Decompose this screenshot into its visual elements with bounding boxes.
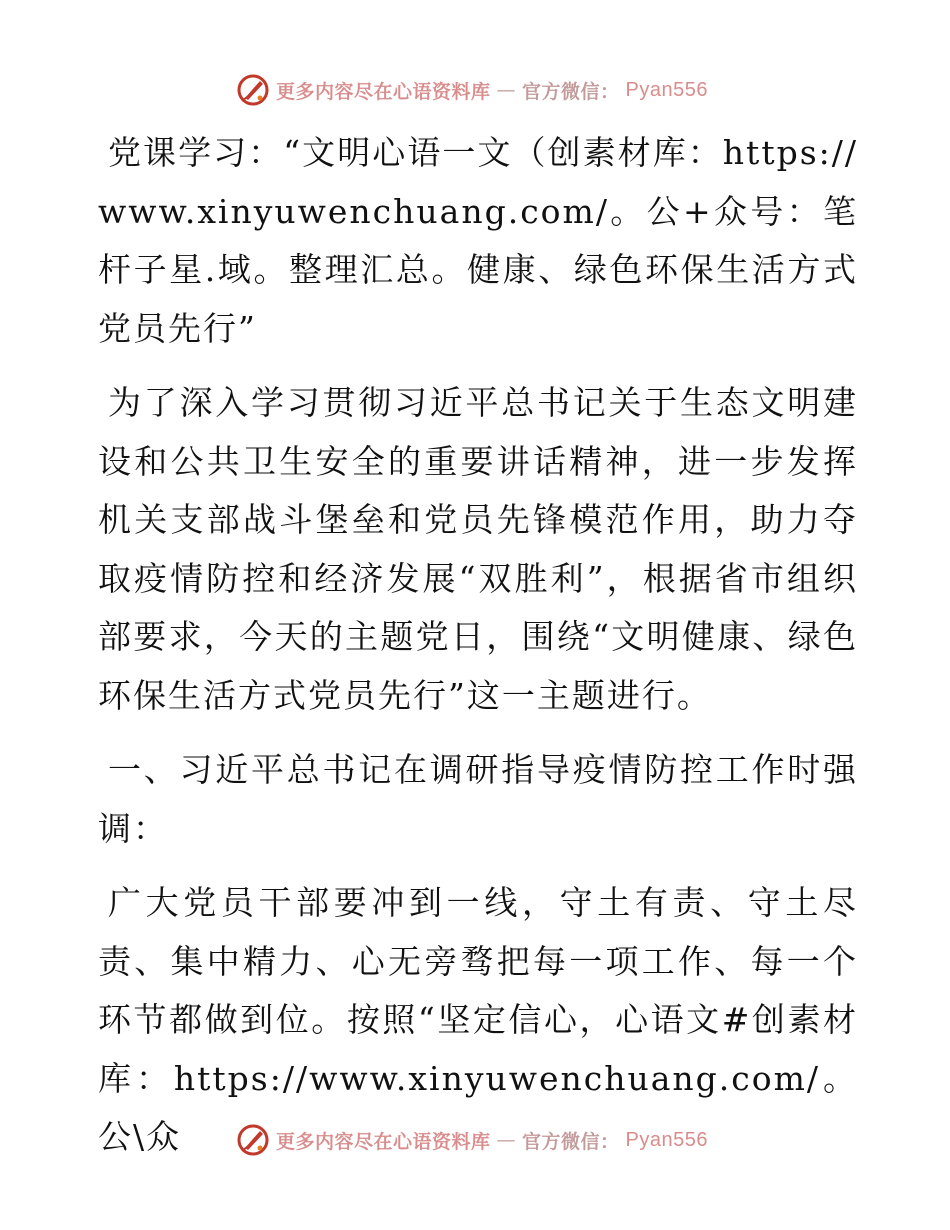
paragraph-title: 党课学习：“文明心语一文（创素材库：https://www.xinyuwenchuang.com/。公+众号：笔杆子星.域。整理汇总。健康、绿色环保生活方式党员先行” — [98, 133, 858, 348]
paragraph-body: 广大党员干部要冲到一线，守土有责、守土尽责、集中精力、心无旁骛把每一项工作、每一个环节都做到位。按照“坚定信心，心语文#创素材库：https://www.xinyuwenchuang.com/。公\众 — [98, 883, 858, 1156]
quill-logo-icon — [236, 73, 270, 107]
watermark-title: 更多内容尽在心语资料库 — [276, 1130, 491, 1153]
watermark-wechat-label: 官方微信： — [522, 1130, 620, 1153]
watermark-dash: — — [496, 1129, 517, 1151]
header-watermark — [236, 72, 708, 108]
paragraph-intro: 为了深入学习贯彻习近平总书记关于生态文明建设和公共卫生安全的重要讲话精神，进一步发挥机关支部战斗堡垒和党员先锋模范作用，助力夺取疫情防控和经济发展“双胜利”，根据省市组织部要求，今天的主题党日，围绕“文明健康、绿色环保生活方式党员先行”这一主题进行。 — [98, 383, 858, 715]
watermark-title: 更多内容尽在心语资料库 — [276, 80, 491, 103]
watermark-dash: — — [496, 79, 517, 101]
watermark-wechat-id: Pyan556 — [625, 1128, 708, 1151]
footer-watermark — [236, 1122, 708, 1158]
quill-logo-icon — [236, 1123, 270, 1157]
watermark-wechat-label: 官方微信： — [522, 80, 620, 103]
paragraph-section-heading: 一、习近平总书记在调研指导疫情防控工作时强调： — [98, 750, 858, 848]
watermark-wechat-id: Pyan556 — [625, 78, 708, 101]
document-body — [98, 124, 858, 1167]
